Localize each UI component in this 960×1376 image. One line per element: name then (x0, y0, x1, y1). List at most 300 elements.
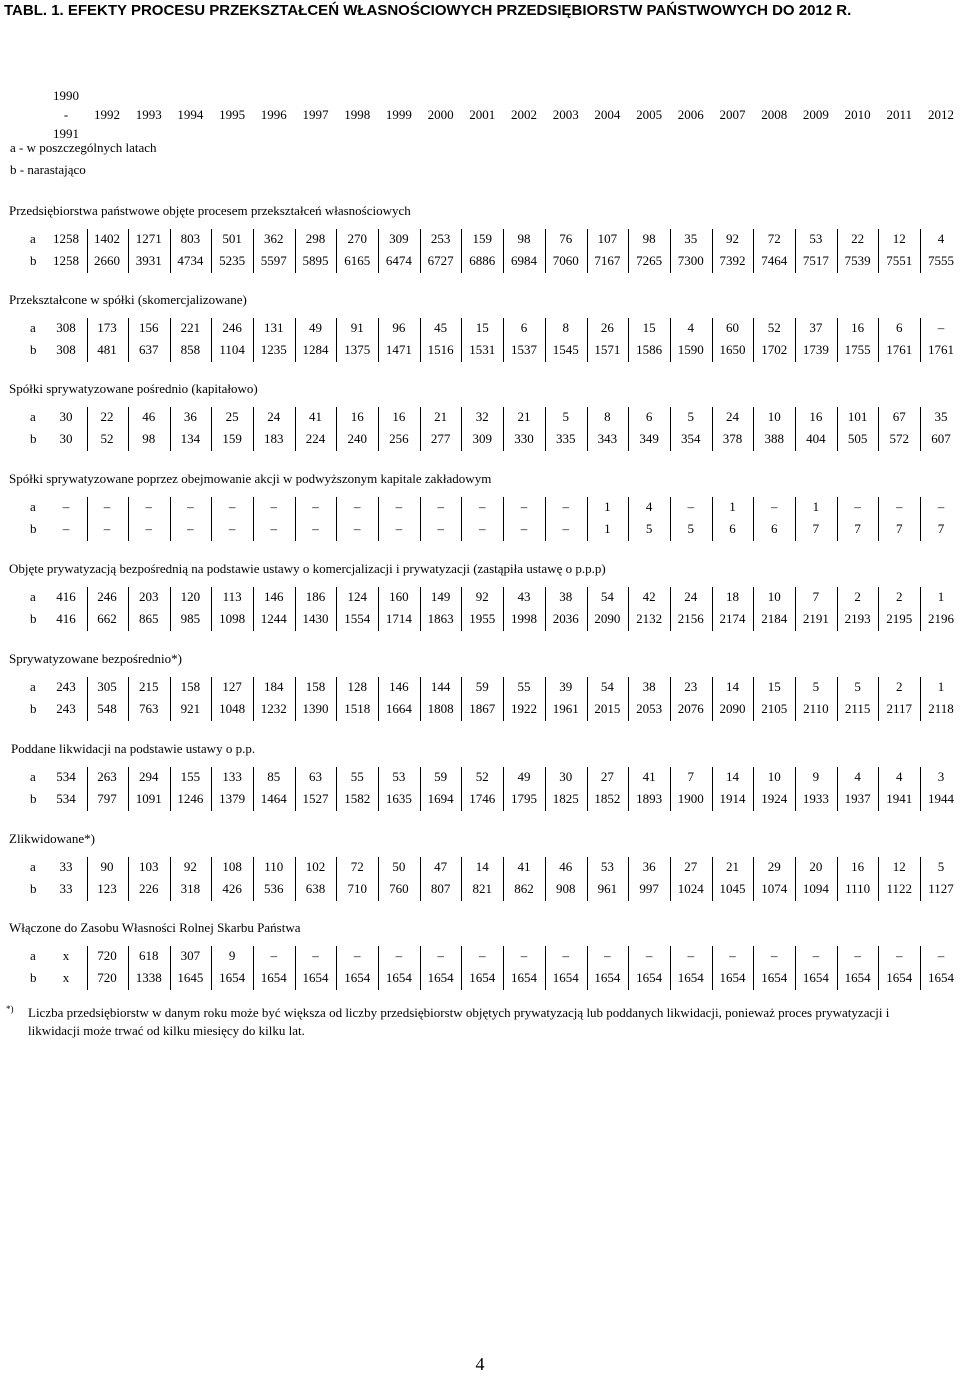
table-cell: 243 (56, 679, 76, 694)
table-cell: 12 (892, 231, 906, 246)
table-cell: 127 (222, 679, 242, 694)
table-cell: – (520, 521, 528, 536)
header-year: 1994 (177, 107, 204, 122)
table-cell: 6727 (427, 253, 454, 268)
table-cell: 5 (687, 409, 695, 424)
table-cell: 1955 (469, 611, 496, 626)
table-cell: 246 (222, 320, 242, 335)
table-cell: 505 (847, 431, 868, 446)
table-cell: 1654 (886, 970, 913, 985)
header-year: 2009 (802, 107, 829, 122)
section-title: Poddane likwidacji na podstawie ustawy o p.p. (11, 741, 256, 756)
section-title: Zlikwidowane*) (9, 831, 95, 846)
table-cell: 1654 (344, 970, 371, 985)
table-cell: 7 (854, 521, 861, 536)
table-cell: 1094 (802, 881, 829, 896)
table-cell: – (562, 499, 569, 514)
table-cell: 1664 (385, 701, 412, 716)
table-cell: 2 (896, 679, 903, 694)
table-cell: 22 (851, 231, 865, 246)
table-section (0, 470, 960, 550)
table-cell: – (520, 948, 528, 963)
table-cell: 158 (305, 679, 326, 694)
table-cell: 5 (854, 679, 861, 694)
table-cell: – (937, 499, 945, 514)
table-cell: 1761 (886, 342, 913, 357)
table-cell: 797 (97, 791, 117, 806)
table-cell: 96 (392, 320, 406, 335)
table-cell: 90 (100, 859, 114, 874)
row-a (0, 229, 960, 249)
table-cell: 349 (639, 431, 659, 446)
table-cell: 305 (97, 679, 117, 694)
header-year: 2007 (719, 107, 746, 122)
legend-a: a - w poszczególnych latach (10, 140, 157, 155)
row-label: b (30, 611, 37, 626)
table-cell: 862 (514, 881, 534, 896)
table-cell: 501 (222, 231, 242, 246)
table-cell: 3931 (135, 253, 162, 268)
table-cell: 7300 (677, 253, 704, 268)
table-cell: 7 (687, 769, 695, 784)
table-cell: 6 (729, 521, 736, 536)
table-cell: 35 (684, 231, 698, 246)
table-cell: 2115 (844, 701, 871, 716)
table-cell: 184 (264, 679, 284, 694)
table-cell: 16 (392, 409, 406, 424)
table-cell: – (645, 948, 653, 963)
table-cell: 7539 (844, 253, 871, 268)
table-section (0, 650, 960, 730)
table-cell: 1654 (594, 970, 621, 985)
table-cell: 85 (267, 769, 281, 784)
row-label: a (30, 948, 36, 963)
table-cell: 1516 (427, 342, 454, 357)
table-cell: 6984 (511, 253, 537, 268)
table-cell: 53 (809, 231, 823, 246)
table-cell: 30 (559, 769, 573, 784)
table-cell: x (62, 948, 70, 963)
table-cell: 6474 (385, 253, 412, 268)
table-cell: 246 (97, 589, 117, 604)
table-cell: 8 (562, 320, 569, 335)
table-cell: 133 (222, 769, 242, 784)
table-cell: 37 (809, 320, 823, 335)
table-cell: 865 (138, 611, 159, 626)
table-cell: 25 (225, 409, 239, 424)
table-cell: – (854, 948, 861, 963)
table-cell: 330 (514, 431, 534, 446)
table-cell: 1863 (427, 611, 454, 626)
header-year: 2005 (636, 107, 663, 122)
table-cell: 146 (264, 589, 284, 604)
table-cell: – (270, 521, 278, 536)
header-year: 2012 (928, 107, 954, 122)
table-cell: 224 (305, 431, 326, 446)
table-cell: – (187, 499, 194, 514)
table-cell: 55 (517, 679, 531, 694)
table-cell: 253 (430, 231, 451, 246)
header-year: 2008 (761, 107, 788, 122)
table-section (0, 830, 960, 910)
table-cell: 858 (180, 342, 201, 357)
table-cell: 343 (597, 431, 618, 446)
table-cell: 1271 (135, 231, 162, 246)
table-cell: 30 (59, 431, 73, 446)
table-cell: 2117 (886, 701, 913, 716)
table-cell: – (312, 499, 319, 514)
table-cell: 4 (854, 769, 861, 784)
table-cell: 270 (347, 231, 367, 246)
table-cell: 183 (264, 431, 284, 446)
table-section (0, 919, 960, 999)
table-cell: – (312, 521, 319, 536)
header-year: 2001 (469, 107, 496, 122)
table-cell: 2193 (844, 611, 871, 626)
table-cell: 24 (267, 409, 281, 424)
row-a (0, 407, 960, 427)
table-section (0, 202, 960, 282)
table-cell: 173 (97, 320, 117, 335)
header-year: 2011 (886, 107, 913, 122)
header-year: 1992 (94, 107, 120, 122)
table-cell: 1045 (719, 881, 746, 896)
table-cell: 548 (97, 701, 117, 716)
row-label: a (30, 769, 36, 784)
section-title: Przekształcone w spółki (skomercjalizowane) (9, 292, 247, 307)
table-cell: 12 (892, 859, 906, 874)
table-cell: 2195 (886, 611, 913, 626)
table-cell: 54 (600, 679, 614, 694)
table-cell: 309 (472, 431, 493, 446)
table-cell: 921 (180, 701, 201, 716)
table-cell: 72 (767, 231, 781, 246)
table-cell: 1746 (469, 791, 496, 806)
table-cell: 1110 (845, 881, 871, 896)
table-cell: 49 (517, 769, 531, 784)
table-cell: 1 (604, 521, 611, 536)
table-cell: 534 (56, 791, 76, 806)
table-cell: 1924 (761, 791, 788, 806)
table-cell: 33 (59, 859, 73, 874)
table-cell: 53 (392, 769, 406, 784)
section-title: Przedsiębiorstwa państwowe objęte procesem przekształceń własnościowych (9, 203, 411, 218)
table-cell: 1258 (53, 231, 79, 246)
section-title: Włączone do Zasobu Własności Rolnej Skarbu Państwa (9, 920, 301, 935)
table-cell: 1654 (260, 970, 287, 985)
table-cell: 1654 (928, 970, 954, 985)
table-cell: 1430 (302, 611, 329, 626)
row-a (0, 767, 960, 787)
table-cell: 8 (604, 409, 611, 424)
table-cell: 1537 (511, 342, 537, 357)
table-cell: 1893 (636, 791, 663, 806)
table-cell: 637 (138, 342, 159, 357)
row-b (0, 699, 960, 719)
table-cell: 38 (559, 589, 573, 604)
table-cell: 16 (851, 320, 865, 335)
table-cell: 2090 (594, 611, 621, 626)
table-cell: 2191 (802, 611, 829, 626)
table-cell: 1937 (844, 791, 871, 806)
table-cell: 7265 (636, 253, 663, 268)
table-cell: 10 (767, 409, 781, 424)
row-b (0, 609, 960, 629)
table-cell: 1258 (53, 253, 79, 268)
table-cell: 426 (222, 881, 242, 896)
table-cell: 27 (600, 769, 614, 784)
table-cell: 4734 (177, 253, 204, 268)
table-cell: 4 (687, 320, 695, 335)
table-cell: 21 (517, 409, 531, 424)
table-cell: – (228, 499, 236, 514)
table-cell: 1571 (594, 342, 621, 357)
table-cell: 1284 (302, 342, 329, 357)
table-cell: 22 (100, 409, 114, 424)
table-cell: 1127 (928, 881, 954, 896)
row-label: a (30, 409, 36, 424)
table-cell: 5895 (302, 253, 329, 268)
table-cell: 2174 (719, 611, 746, 626)
row-a (0, 587, 960, 607)
table-cell: – (270, 948, 278, 963)
row-b (0, 251, 960, 271)
table-cell: 14 (475, 859, 489, 874)
row-b (0, 879, 960, 899)
table-cell: x (62, 970, 70, 985)
table-cell: 1098 (219, 611, 246, 626)
table-cell: 52 (100, 431, 114, 446)
table-cell: 4 (937, 231, 945, 246)
table-cell: 1694 (427, 791, 454, 806)
table-cell: 63 (309, 769, 322, 784)
table-cell: 110 (264, 859, 284, 874)
row-label: b (30, 253, 37, 268)
table-cell: 1048 (219, 701, 246, 716)
table-cell: 404 (806, 431, 826, 446)
table-cell: 2076 (677, 701, 704, 716)
table-cell: 307 (180, 948, 201, 963)
table-cell: 1590 (677, 342, 704, 357)
table-cell: 52 (767, 320, 781, 335)
table-cell: 536 (264, 881, 284, 896)
footnote-text: Liczba przedsiębiorstw w danym roku może być większa od liczby przedsiębiorstw objętych prywatyzacją lub poddanych likwidacji, ponieważ proces prywatyzacji i likwidacji może trwać od kilku miesięcy do kilku lat. (28, 1005, 890, 1038)
table-cell: – (854, 499, 861, 514)
table-cell: 27 (684, 859, 698, 874)
table-cell: 7392 (719, 253, 746, 268)
table-header (0, 86, 960, 181)
table-cell: 91 (350, 320, 364, 335)
table-cell: 5 (645, 521, 653, 536)
row-a (0, 677, 960, 697)
table-cell: 2118 (928, 701, 954, 716)
table-cell: – (437, 521, 444, 536)
table-cell: 263 (97, 769, 117, 784)
table-cell: 1739 (802, 342, 829, 357)
table-cell: 1654 (677, 970, 704, 985)
table-cell: – (770, 499, 778, 514)
table-cell: – (228, 521, 236, 536)
table-cell: 1941 (886, 791, 913, 806)
table-cell: 6 (896, 320, 903, 335)
table-cell: 15 (475, 320, 489, 335)
table-cell: 1 (604, 499, 611, 514)
table-cell: 113 (222, 589, 242, 604)
table-cell: 10 (767, 589, 781, 604)
table-cell: 146 (389, 679, 409, 694)
table-cell: 120 (180, 589, 201, 604)
table-cell: – (812, 948, 820, 963)
row-label: b (30, 791, 37, 806)
table-cell: 4 (645, 499, 653, 514)
table-cell: 1235 (260, 342, 287, 357)
table-cell: 2184 (761, 611, 788, 626)
header-year: 1993 (135, 107, 162, 122)
table-cell: 1104 (219, 342, 245, 357)
table-cell: 1825 (552, 791, 579, 806)
header-years (0, 105, 960, 124)
table-cell: 98 (142, 431, 156, 446)
table-cell: 59 (434, 769, 448, 784)
table-cell: – (937, 948, 945, 963)
table-cell: 1531 (469, 342, 496, 357)
table-section (0, 560, 960, 640)
row-b (0, 968, 960, 988)
table-cell: 134 (180, 431, 201, 446)
table-cell: 35 (934, 409, 948, 424)
table-cell: 6 (645, 409, 653, 424)
table-cell: 43 (517, 589, 531, 604)
table-cell: 378 (722, 431, 743, 446)
table-cell: – (145, 521, 152, 536)
row-label: a (30, 679, 36, 694)
row-label: b (30, 431, 37, 446)
table-cell: 294 (138, 769, 159, 784)
table-cell: – (770, 948, 778, 963)
table-cell: 2053 (636, 701, 663, 716)
table-cell: 10 (767, 769, 781, 784)
table-cell: 908 (555, 881, 576, 896)
table-cell: 54 (600, 589, 614, 604)
header-year: 2000 (427, 107, 454, 122)
table-cell: 1586 (636, 342, 663, 357)
table-cell: – (687, 948, 695, 963)
table-cell: – (479, 499, 486, 514)
table-cell: – (479, 521, 486, 536)
table-cell: 2 (854, 589, 861, 604)
table-cell: – (353, 499, 361, 514)
row-label: a (30, 499, 36, 514)
legend-b: b - narastająco (10, 162, 86, 177)
table-title: TABL. 1. EFEKTY PROCESU PRZEKSZTAŁCEŃ WŁASNOŚCIOWYCH PRZEDSIĘBIORSTW PAŃSTWOWYCH DO 2012 R. (4, 2, 852, 19)
section-title: Spółki sprywatyzowane poprzez obejmowanie akcji w podwyższonym kapitale zakładowym (9, 471, 492, 486)
table-cell: 2132 (636, 611, 663, 626)
header-period-dash: - (63, 107, 69, 122)
table-cell: 5 (937, 859, 945, 874)
table-cell: 1933 (802, 791, 829, 806)
row-b (0, 789, 960, 809)
header-year: 1996 (260, 107, 287, 122)
row-label: b (30, 881, 37, 896)
table-cell: 98 (517, 231, 531, 246)
table-cell: 47 (434, 859, 448, 874)
table-cell: 1091 (135, 791, 162, 806)
table-cell: – (687, 499, 695, 514)
table-cell: 39 (559, 679, 573, 694)
table-cell: 1246 (177, 791, 204, 806)
table-cell: 1914 (719, 791, 746, 806)
table-cell: 1 (937, 589, 945, 604)
table-cell: 1402 (94, 231, 120, 246)
table-cell: – (562, 948, 569, 963)
table-cell: 416 (56, 611, 76, 626)
table-cell: 101 (847, 409, 868, 424)
table-cell: – (62, 499, 70, 514)
table-cell: 1654 (761, 970, 788, 985)
table-cell: 60 (726, 320, 739, 335)
table-cell: 1961 (552, 701, 579, 716)
table-cell: 1024 (677, 881, 704, 896)
table-cell: 7 (812, 589, 820, 604)
table-section (0, 380, 960, 460)
table-cell: 41 (309, 409, 322, 424)
table-cell: 36 (642, 859, 656, 874)
table-cell: 2036 (552, 611, 579, 626)
table-cell: 1702 (761, 342, 788, 357)
table-cell: 2110 (803, 701, 829, 716)
table-cell: 662 (97, 611, 117, 626)
table-cell: – (270, 499, 278, 514)
section-title: Objęte prywatyzacją bezpośrednią na podstawie ustawy o komercjalizacji i prywatyzacji (zastąpiła ustawę o p.p.p) (9, 561, 606, 576)
table-cell: 807 (430, 881, 451, 896)
table-cell: 158 (180, 679, 201, 694)
table-cell: 308 (56, 320, 76, 335)
table-cell: 1554 (344, 611, 371, 626)
table-cell: 7 (896, 521, 903, 536)
table-cell: 763 (138, 701, 159, 716)
table-cell: 1761 (928, 342, 954, 357)
table-cell: 1654 (719, 970, 746, 985)
table-cell: 308 (56, 342, 76, 357)
table-cell: 7464 (761, 253, 788, 268)
table-cell: – (312, 948, 319, 963)
row-label: a (30, 859, 36, 874)
table-cell: 92 (475, 589, 489, 604)
table-cell: 1645 (177, 970, 204, 985)
table-cell: 2196 (928, 611, 954, 626)
table-cell: 277 (430, 431, 451, 446)
row-b (0, 519, 960, 539)
table-cell: 985 (180, 611, 201, 626)
table-cell: 76 (559, 231, 573, 246)
table-cell: 298 (305, 231, 326, 246)
header-year: 2006 (677, 107, 704, 122)
row-a (0, 857, 960, 877)
table-cell: 240 (347, 431, 367, 446)
table-cell: – (103, 521, 111, 536)
table-cell: 607 (931, 431, 951, 446)
table-cell: 42 (642, 589, 656, 604)
table-cell: 55 (350, 769, 364, 784)
table-cell: 2660 (94, 253, 120, 268)
table-cell: 24 (726, 409, 739, 424)
table-cell: 14 (726, 679, 739, 694)
table-cell: 1654 (636, 970, 663, 985)
table-cell: 1650 (719, 342, 746, 357)
table-cell: 1 (937, 679, 945, 694)
table-cell: 1998 (511, 611, 537, 626)
table-cell: – (145, 499, 152, 514)
